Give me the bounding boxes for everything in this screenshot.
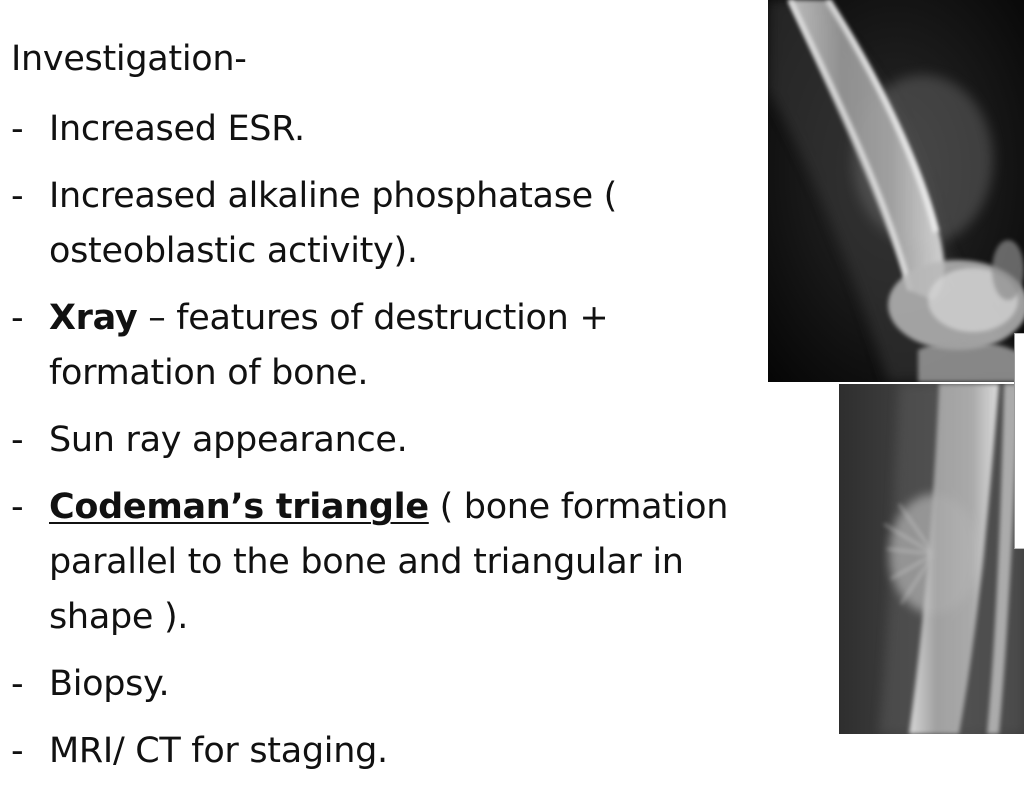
xray-image-long-bone	[839, 384, 1024, 734]
bullet-text: ( bone formation parallel to the bone and triangular in shape ).	[49, 487, 729, 637]
bullet-text: MRI/ CT for staging.	[49, 731, 388, 771]
bullet-item-alkaline-phosphatase	[11, 169, 731, 279]
bullet-item-sun-ray	[11, 413, 731, 468]
bullet-item-biopsy	[11, 657, 731, 712]
bullet-dash: -	[11, 176, 24, 216]
xray-long-bone-drawing	[839, 384, 1024, 734]
bullet-item-codeman-triangle	[11, 480, 731, 645]
bullet-dash: -	[11, 487, 24, 527]
bullet-dash: -	[11, 731, 24, 771]
bullet-dash: -	[11, 420, 24, 460]
bullet-bold-term: Xray	[49, 298, 138, 338]
slide-heading: Investigation-	[11, 39, 247, 79]
bullet-text: Increased alkaline phosphatase ( osteoblastic activity).	[49, 176, 618, 271]
bullet-underlined-term: Codeman’s triangle	[49, 487, 429, 527]
slide-text-panel	[11, 36, 731, 791]
bullet-text: Sun ray appearance.	[49, 420, 408, 460]
bullet-dash: -	[11, 109, 24, 149]
bullet-item-esr	[11, 102, 731, 157]
bullet-dash: -	[11, 298, 24, 338]
bullet-item-xray	[11, 291, 731, 401]
bullet-item-mri-ct	[11, 724, 731, 779]
bullet-dash: -	[11, 664, 24, 704]
xray-image-femur	[768, 0, 1024, 382]
bullet-text: – features of destruction + formation of bone.	[49, 298, 609, 393]
bullet-text: Increased ESR.	[49, 109, 305, 149]
bullet-list	[11, 102, 731, 779]
bullet-text: Biopsy.	[49, 664, 170, 704]
xray-femur-drawing	[768, 0, 1024, 382]
offscreen-panel-edge	[1014, 333, 1024, 549]
